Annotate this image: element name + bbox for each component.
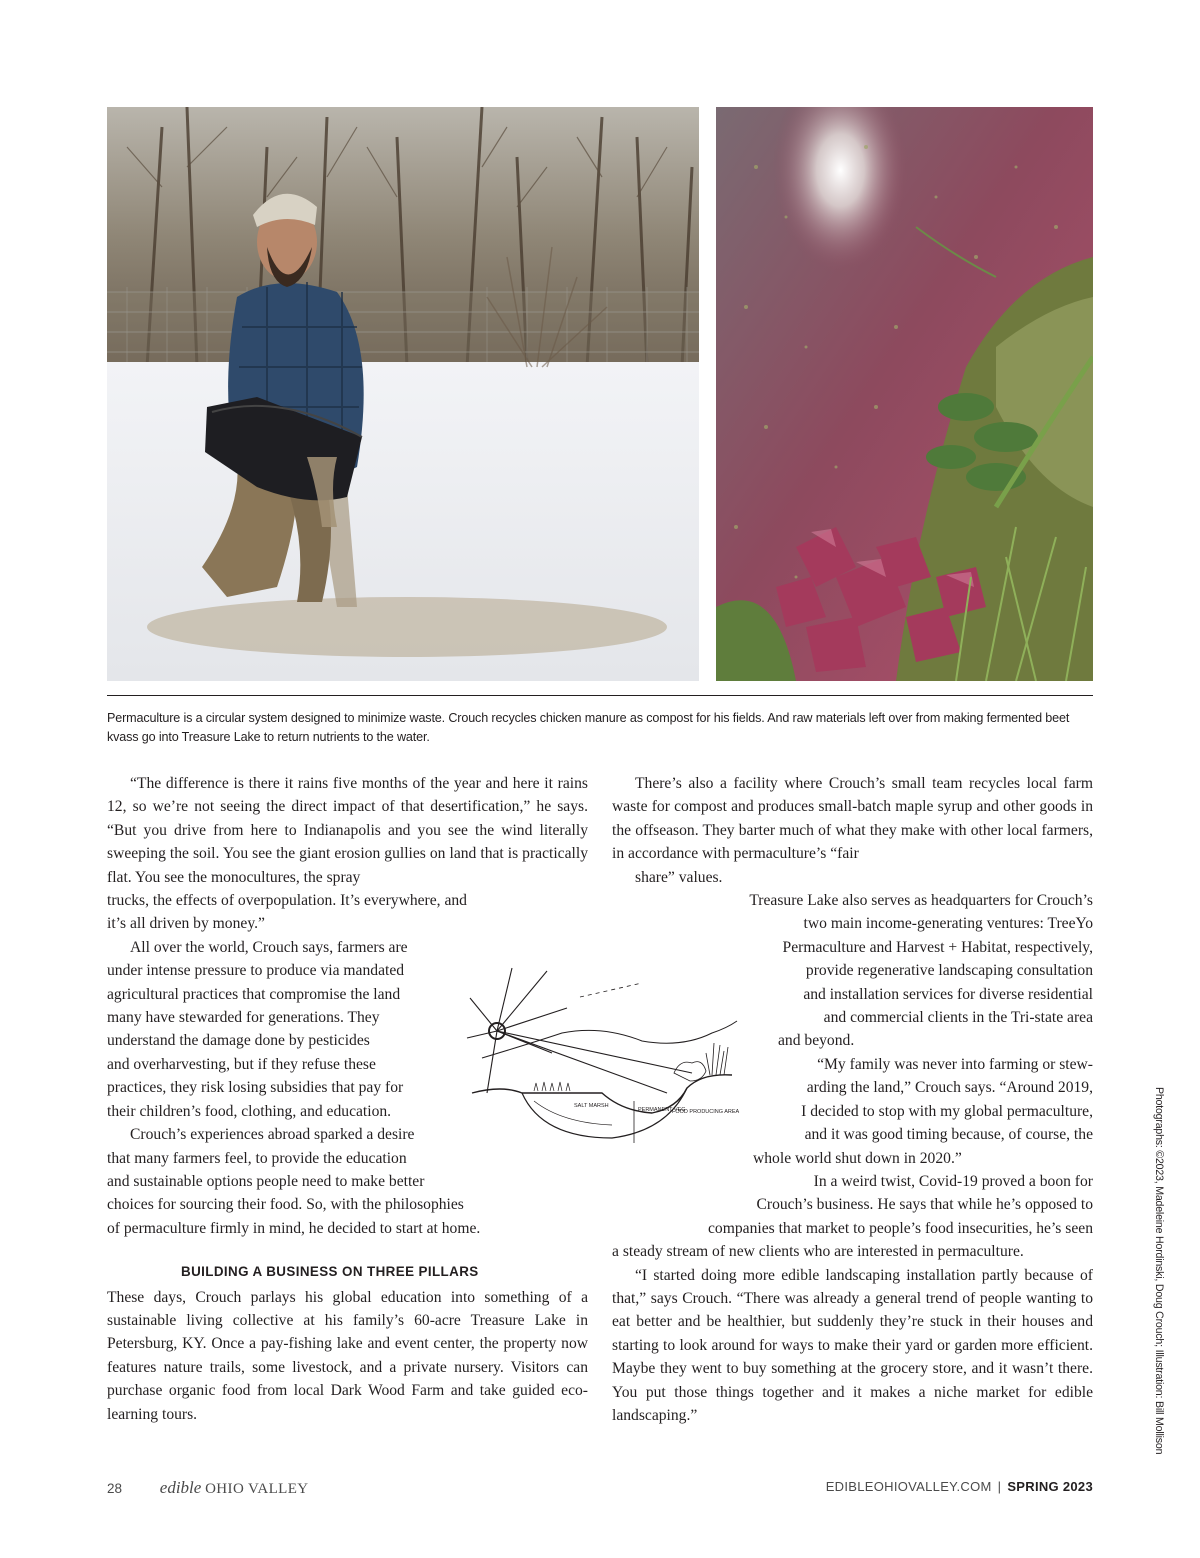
text-line: companies that market to people’s food insecurities, he’s seen — [708, 1219, 1093, 1237]
footer-separator: | — [997, 1479, 1002, 1494]
treasure-lake-image — [716, 107, 1093, 681]
footer-left — [107, 1478, 309, 1498]
text-line: of permaculture firmly in mind, he decided to start at home. — [107, 1219, 481, 1237]
text-line: their children’s food, clothing, and education. — [107, 1102, 392, 1120]
brand-edible: edible — [159, 1478, 202, 1497]
text-line: two main income-generating ventures: TreeYo — [803, 915, 1093, 933]
brand-ohio-valley: OHIO VALLEY — [205, 1481, 309, 1497]
footer-issue: SPRING 2023 — [1007, 1479, 1093, 1494]
text-line: Crouch’s business. He says that while he’s opposed to — [756, 1196, 1093, 1214]
text-line: Permaculture and Harvest + Habitat, respectively, — [782, 938, 1093, 956]
photo-caption: Permaculture is a circular system designed to minimize waste. Crouch recycles chicken manure as compost for his fields. And raw materials left over from making fermented beet kvass go into Treasure Lake to return nutrients to the water. — [107, 711, 1070, 744]
page-number: 28 — [107, 1481, 123, 1496]
text-line: trucks, the effects of overpopulation. It’s everywhere, and — [107, 892, 467, 910]
illustration-label-salt-marsh: SALT MARSH — [574, 1103, 609, 1109]
text-line: and installation services for diverse residential — [803, 985, 1093, 1003]
text-line: and overharvesting, but if they refuse these — [107, 1055, 376, 1073]
text-line: it’s all driven by money.” — [107, 915, 265, 933]
text-line: and it was good timing because, of course, the — [804, 1126, 1093, 1144]
text-line: provide regenerative landscaping consultation — [805, 962, 1093, 980]
text-line: whole world shut down in 2020.” — [753, 1149, 962, 1167]
text-line: choices for sourcing their food. So, with the philosophies — [107, 1196, 464, 1214]
paragraph-edible-landscaping: “I started doing more edible landscaping installation partly because of that,” says Crouch. “There was already a general trend of people wanting to eat better and be healthier, but suddenly they’re stuck in their houses and starting to look around for ways to make their yard or garden more efficient. Maybe they went to buy something at the grocery store, and it wasn’t there. You put those things together and it makes a niche market for edible landscaping.” — [612, 1266, 1093, 1424]
farmer-compost-image — [107, 107, 699, 681]
text-line: a steady stream of new clients who are interested in permaculture. — [612, 1243, 1024, 1261]
footer-site: EDIBLEOHIOVALLEY.COM — [825, 1479, 992, 1494]
text-line: understand the damage done by pesticides — [107, 1032, 370, 1050]
caption-rule — [107, 695, 1093, 696]
illustration-label-permanent-veg: PERMANENT VEG — [638, 1107, 686, 1113]
text-line: that many farmers feel, to provide the education — [107, 1149, 407, 1167]
paragraph-desertification-text: “The difference is there it rains five months of the year and here it rains 12, so we’re not seeing the direct impact of that desertification,” he says. “But you drive from here to Indianapolis and you see the wind literally sweeping the soil. You see the giant erosion gullies on land that is practically flat. You see the monocultures, the spray — [107, 775, 588, 886]
paragraph-treasure-lake-text: These days, Crouch parlays his global education into something of a sustainable living collective at his family’s 60-acre Treasure Lake in Petersburg, KY. Once a pay-fishing lake and event center, the property now features nature trails, some livestock, and a private nursery. Visitors can purchase organic food from local Dark Wood Farm and take guided eco-learning tours. — [107, 1288, 588, 1423]
footer-right — [826, 1479, 1093, 1494]
text-line: and beyond. — [778, 1032, 855, 1050]
sun-icon — [467, 968, 567, 1093]
section-heading: BUILDING A BUSINESS ON THREE PILLARS — [181, 1264, 479, 1280]
text-line: and commercial clients in the Tri-state area — [823, 1009, 1093, 1027]
right-column — [612, 772, 1093, 1427]
text-line: and sustainable options people need to make better — [107, 1172, 425, 1190]
text-line: I decided to stop with my global permaculture, — [801, 1102, 1093, 1120]
paragraph-facility: There’s also a facility where Crouch’s small team recycles local farm waste for compost and produces small-batch maple syrup and other goods in the offseason. They barter much of what they make with other local farmers, in accordance with permaculture’s “fair — [612, 775, 1093, 863]
paragraph-headquarters — [612, 889, 1093, 1053]
illustration-label-food-area: FOOD PRODUCING AREA — [672, 1109, 740, 1115]
photo-farmer-compost — [107, 107, 699, 681]
text-line: arding the land,” Crouch says. “Around 2019, — [806, 1079, 1093, 1097]
text-line: Crouch’s experiences abroad sparked a desire — [130, 1126, 415, 1144]
text-line: share” values. — [635, 868, 723, 886]
text-line: In a weird twist, Covid-19 proved a boon for — [813, 1172, 1093, 1190]
paragraph-covid — [612, 1170, 1093, 1264]
photo-credit: Photographs: ©2023, Madeleine Hordinski, Doug Crouch; Illustration: Bill Mollison — [1153, 1087, 1165, 1455]
photo-treasure-lake — [716, 107, 1093, 681]
text-line: All over the world, Crouch says, farmers are — [130, 938, 408, 956]
paragraph-desertification — [107, 772, 588, 936]
text-line: many have stewarded for generations. They — [107, 1009, 380, 1027]
text-line: agricultural practices that compromise the land — [107, 985, 401, 1003]
text-line: practices, they risk losing subsidies that pay for — [107, 1079, 404, 1097]
text-line: “My family was never into farming or stew- — [817, 1055, 1093, 1073]
text-line: Treasure Lake also serves as headquarters for Crouch’s — [749, 892, 1093, 910]
paragraph-treasure-lake — [107, 1286, 588, 1426]
paragraph-family-quote — [612, 1053, 1093, 1170]
text-line: under intense pressure to produce via mandated — [107, 962, 405, 980]
